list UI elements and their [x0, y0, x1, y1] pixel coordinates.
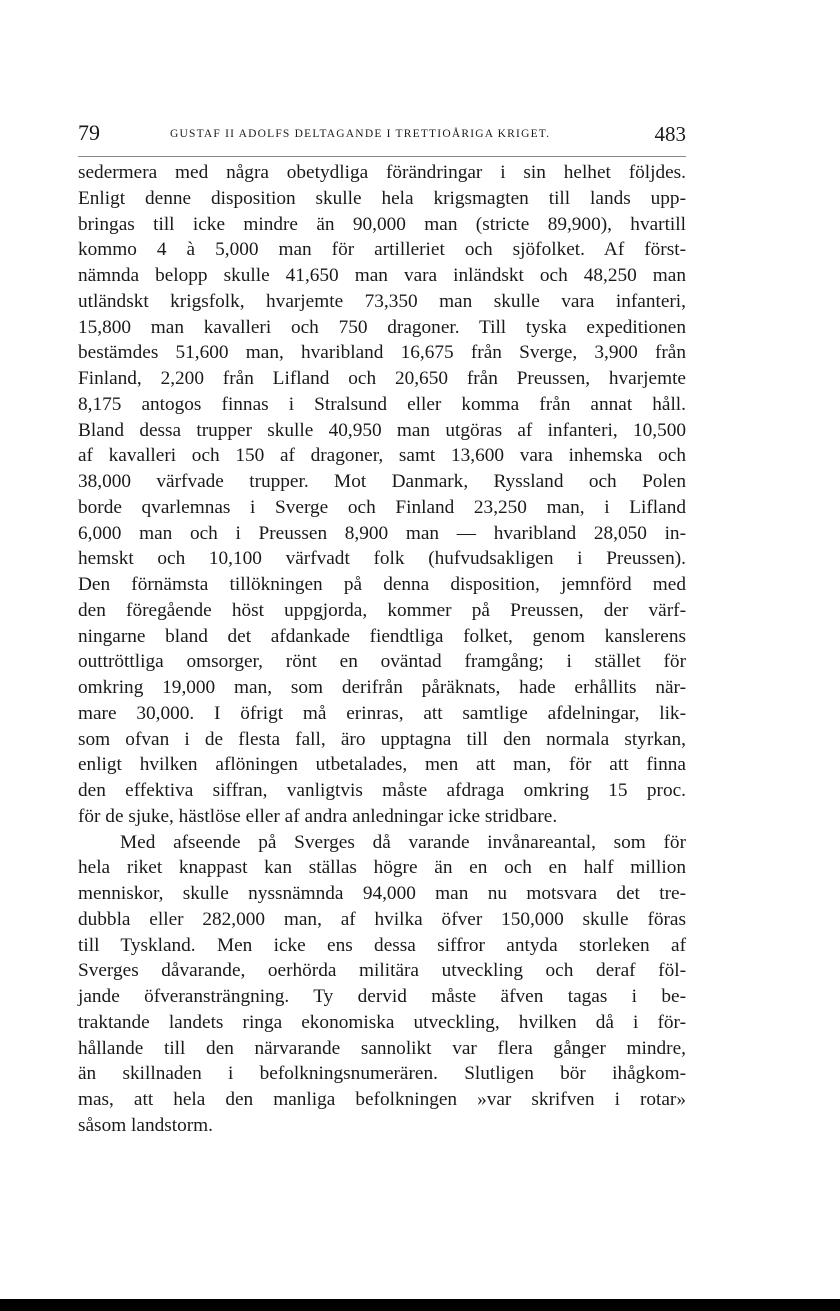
- text-line: outtröttliga omsorger, rönt en oväntad framgång; i stället för: [78, 651, 686, 673]
- text-line: till Tyskland. Men icke ens dessa siffror antyda storleken af: [78, 934, 686, 956]
- text-line: 8,175 antogos finnas i Stralsund eller komma från annat håll.: [78, 393, 686, 415]
- text-line: Finland, 2,200 från Lifland och 20,650 från Preussen, hvarjemte: [78, 368, 686, 389]
- text-line: traktande landets ringa ekonomiska utveckling, hvilken då i för-: [78, 1011, 686, 1033]
- text-line: Enligt denne disposition skulle hela krigsmagten till lands upp-: [78, 187, 686, 209]
- text-line: som ofvan i de flesta fall, äro upptagna till den normala styrkan,: [78, 728, 686, 750]
- text-line: af kavalleri och 150 af dragoner, samt 13,600 vara inhemska och: [78, 445, 686, 467]
- text-line: den föregående höst uppgjorda, kommer på Preussen, der värf-: [78, 599, 686, 621]
- text-line: borde qvarlemnas i Sverge och Finland 23,250 man, i Lifland: [78, 496, 686, 518]
- text-line: 15,800 man kavalleri och 750 dragoner. Till tyska expeditionen: [78, 316, 686, 338]
- text-line: omkring 19,000 man, som derifrån påräknats, hade erhållits när-: [78, 677, 686, 698]
- body-text: [78, 160, 686, 1139]
- text-line: mare 30,000. I öfrigt må erinras, att samtlige afdelningar, lik-: [78, 702, 686, 724]
- text-line: ningarne bland det afdankade fiendtliga folket, genom kanslerens: [78, 625, 686, 647]
- text-line: såsom landstorm.: [78, 1114, 213, 1136]
- text-line: hållande till den närvarande sannolikt var flera gånger mindre,: [78, 1037, 686, 1059]
- text-line: mas, att hela den manliga befolkningen »var skrifven i rotar»: [78, 1089, 686, 1110]
- text-line: sedermera med några obetydliga förändringar i sin helhet följdes.: [78, 162, 686, 183]
- header-rule: [78, 156, 686, 157]
- marginal-number: 79: [78, 120, 100, 145]
- text-line: bringas till icke mindre än 90,000 man (stricte 89,900), hvartill: [78, 213, 686, 235]
- text-line: kommo 4 à 5,000 man för artilleriet och sjöfolket. Af först-: [78, 239, 686, 261]
- text-line: 6,000 man och i Preussen 8,900 man — hvaribland 28,050 in-: [78, 522, 686, 544]
- text-line: hela riket knappast kan ställas högre än en och en half million: [78, 857, 686, 879]
- scan-border: [0, 1299, 840, 1311]
- text-line: dubbla eller 282,000 man, af hvilka öfver 150,000 skulle föras: [78, 908, 686, 930]
- text-line: den effektiva siffran, vanligtvis måste afdraga omkring 15 proc.: [78, 780, 686, 801]
- text-line: 38,000 värfvade trupper. Mot Danmark, Ryssland och Polen: [78, 471, 686, 492]
- text-line: Den förnämsta tillökningen på denna disposition, jemnförd med: [78, 574, 686, 595]
- text-line: Sverges dåvarande, oerhörda militära utveckling och deraf föl-: [78, 960, 686, 982]
- text-line: menniskor, skulle nyssnämnda 94,000 man nu motsvara det tre-: [78, 883, 686, 904]
- text-line: för de sjuke, hästlöse eller af andra anledningar icke stridbare.: [78, 805, 558, 827]
- text-line: bestämdes 51,600 man, hvaribland 16,675 från Sverge, 3,900 från: [78, 342, 686, 364]
- page-header: [78, 118, 686, 148]
- text-line: nämnda belopp skulle 41,650 man vara inländskt och 48,250 man: [78, 265, 686, 286]
- text-line: Med afseende på Sverges då varande invånareantal, som för: [120, 831, 686, 853]
- text-line: jande öfveransträngning. Ty dervid måste äfven tagas i be-: [78, 986, 686, 1007]
- text-line: Bland dessa trupper skulle 40,950 man utgöras af infanteri, 10,500: [78, 419, 686, 441]
- page-number: 483: [654, 122, 686, 146]
- text-line: utländskt krigsfolk, hvarjemte 73,350 man skulle vara infanteri,: [78, 290, 686, 312]
- text-line: än skillnaden i befolkningsnumerären. Slutligen bör ihågkom-: [78, 1063, 686, 1085]
- running-title: GUSTAF II ADOLFS DELTAGANDE I TRETTIOÅRIGA KRIGET.: [170, 128, 551, 140]
- text-line: enligt hvilken aflöningen utbetalades, men att man, för att finna: [78, 754, 686, 776]
- text-line: hemskt och 10,100 värfvadt folk (hufvudsakligen i Preussen).: [78, 548, 686, 570]
